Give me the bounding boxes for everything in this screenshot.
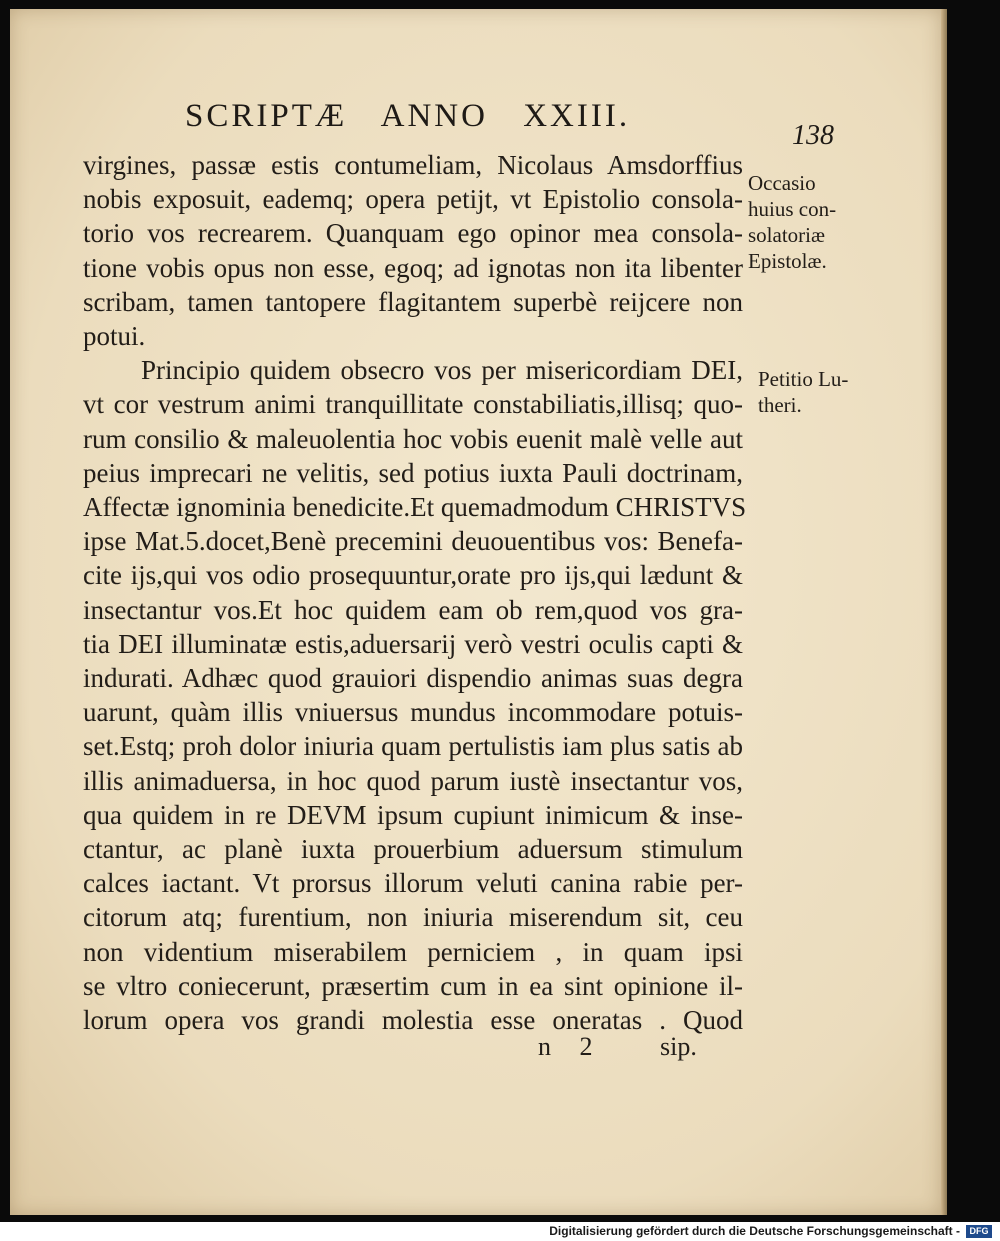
text-line: tia DEI illuminatæ estis,aduersarij verò vestri oculis capti &	[83, 628, 743, 659]
footer-bar	[0, 1222, 1000, 1241]
page-number: 138	[792, 120, 834, 151]
text-line: Affectæ ignominia benedicite.Et quemadmodum CHRISTVS	[83, 492, 747, 523]
text-line: nobis exposuit, eademq; opera petijt, vt Epistolio consola-	[83, 184, 743, 215]
text-line: potui.	[83, 321, 146, 352]
margin-note-line: huius con-	[748, 197, 837, 221]
text-line: uarunt, quàm illis vniuersus mundus incommodare potuis-	[83, 697, 743, 728]
text-line: indurati. Adhæc quod grauiori dispendio animas suas degra	[83, 663, 743, 694]
text-line: rum consilio & maleuolentia hoc vobis euenit malè velle aut	[83, 423, 743, 454]
text-line: Principio quidem obsecro vos per misericordiam DEI,	[141, 355, 743, 386]
funding-credit: Digitalisierung gefördert durch die Deutsche Forschungsgemeinschaft -	[549, 1224, 960, 1238]
text-line: insectantur vos.Et hoc quidem eam ob rem,quod vos gra-	[83, 594, 743, 625]
text-line: scribam, tamen tantopere flagitantem superbè reijcere non	[83, 286, 743, 317]
catchword: sip.	[660, 1032, 697, 1061]
body-text	[83, 148, 747, 1037]
text-line: peius imprecari ne velitis, sed potius iuxta Pauli doctrinam,	[83, 457, 743, 488]
running-head: SCRIPTÆ ANNO XXIII.	[185, 98, 631, 134]
margin-note-line: Petitio Lu-	[758, 367, 849, 391]
text-line: torio vos recrearem. Quanquam ego opinor mea consola-	[83, 218, 743, 249]
text-line: vt cor vestrum animi tranquillitate constabiliatis,illisq; quo-	[83, 389, 743, 420]
text-line: non videntium miserabilem perniciem , in quam ipsi	[83, 936, 743, 967]
text-line: qua quidem in re DEVM ipsum cupiunt inimicum & inse-	[83, 799, 743, 830]
text-line: cite ijs,qui vos odio prosequuntur,orate pro ijs,qui lædunt &	[83, 560, 743, 591]
text-line: illis animaduersa, in hoc quod parum iustè insectantur vos,	[83, 765, 743, 796]
margin-note-line: theri.	[758, 393, 802, 417]
text-line: ipse Mat.5.docet,Benè precemini deuouentibus vos: Benefa-	[83, 526, 743, 557]
text-line: lorum opera vos grandi molestia esse oneratas . Quod	[83, 1005, 743, 1036]
text-line: set.Estq; proh dolor iniuria quam pertulistis iam plus satis ab	[83, 731, 743, 762]
margin-note-line: Occasio	[748, 171, 816, 195]
page-edge	[941, 9, 947, 1215]
margin-note-line: solatoriæ	[748, 223, 825, 247]
margin-note-line: Epistolæ.	[748, 249, 827, 273]
text-line: virgines, passæ estis contumeliam, Nicolaus Amsdorffius	[83, 150, 743, 180]
text-line: tione vobis opus non esse, egoq; ad ignotas non ita libenter	[83, 252, 743, 283]
margin-note-occasio	[748, 170, 836, 274]
text-line: calces iactant. Vt prorsus illorum veluti canina rabie per-	[83, 868, 743, 899]
signature-mark: n 2	[538, 1032, 593, 1061]
text-line: citorum atq; furentium, non iniuria miserendum sit, ceu	[83, 902, 743, 933]
margin-note-petitio	[758, 366, 848, 418]
dfg-logo-icon: DFG	[966, 1225, 992, 1238]
text-line: se vltro coniecerunt, præsertim cum in ea sint opinione il-	[83, 970, 743, 1001]
text-line: ctantur, ac planè iuxta prouerbium aduersum stimulum	[83, 834, 743, 865]
